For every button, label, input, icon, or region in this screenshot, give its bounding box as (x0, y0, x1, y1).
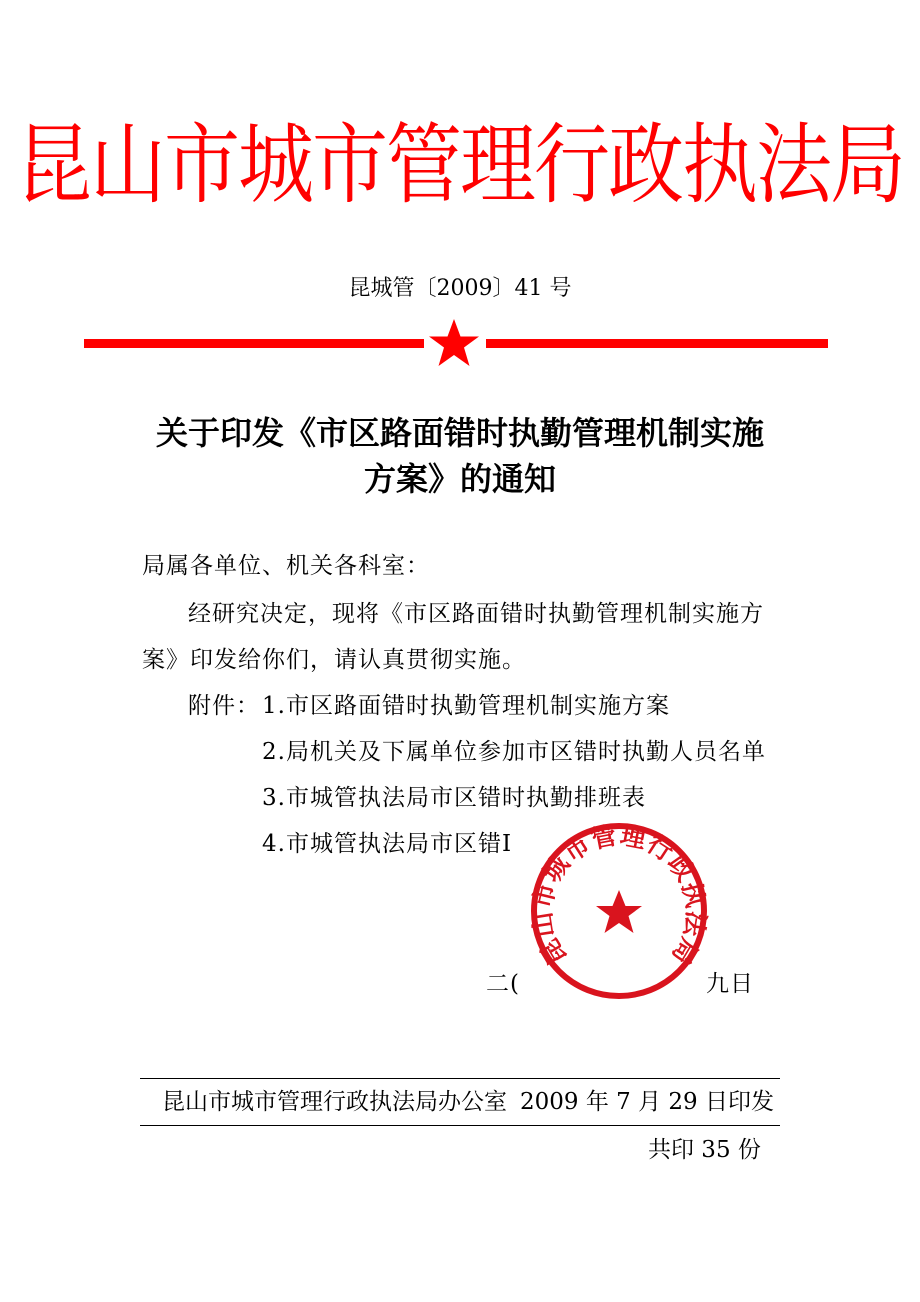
red-divider-right (486, 339, 828, 348)
body-paragraph-line-2: 案》印发给你们，请认真贯彻实施。 (142, 647, 526, 673)
notice-title-line-2: 方案》的通知 (363, 460, 556, 498)
footer-bottom-rule (140, 1125, 780, 1126)
attachment-item: 3.市城管执法局市区错时执勤排班表 (262, 785, 646, 811)
svg-text:昆山市城市管理行政执法局: 昆山市城市管理行政执法局 (528, 820, 710, 971)
footer-top-rule (140, 1078, 780, 1079)
body-paragraph-line-1: 经研究决定，现将《市区路面错时执勤管理机制实施方 (188, 601, 764, 627)
attachment-item: 2.局机关及下属单位参加市区错时执勤人员名单 (262, 739, 766, 765)
attachments-label: 附件： (188, 693, 260, 719)
issue-date-left: 二( (486, 971, 520, 997)
notice-title-line-1: 关于印发《市区路面错时执勤管理机制实施 (155, 414, 764, 452)
document-number: 昆城管〔2009〕41 号 (348, 276, 572, 301)
salutation: 局属各单位、机关各科室： (142, 553, 430, 579)
red-star-icon (427, 318, 481, 368)
agency-letterhead: 昆山市城市管理行政执法局 (16, 113, 904, 216)
attachment-item: 1.市区路面错时执勤管理机制实施方案 (262, 693, 670, 719)
red-divider-left (84, 339, 424, 348)
issue-date-right: 九日 (706, 971, 754, 997)
footer-copies: 共印 35 份 (648, 1137, 761, 1163)
attachment-item: 4.市城管执法局市区错I (262, 831, 513, 857)
official-seal-stamp (528, 820, 710, 1002)
footer-issue-date: 2009 年 7 月 29 日印发 (520, 1089, 774, 1115)
footer-issuer: 昆山市城市管理行政执法局办公室 (162, 1089, 507, 1115)
